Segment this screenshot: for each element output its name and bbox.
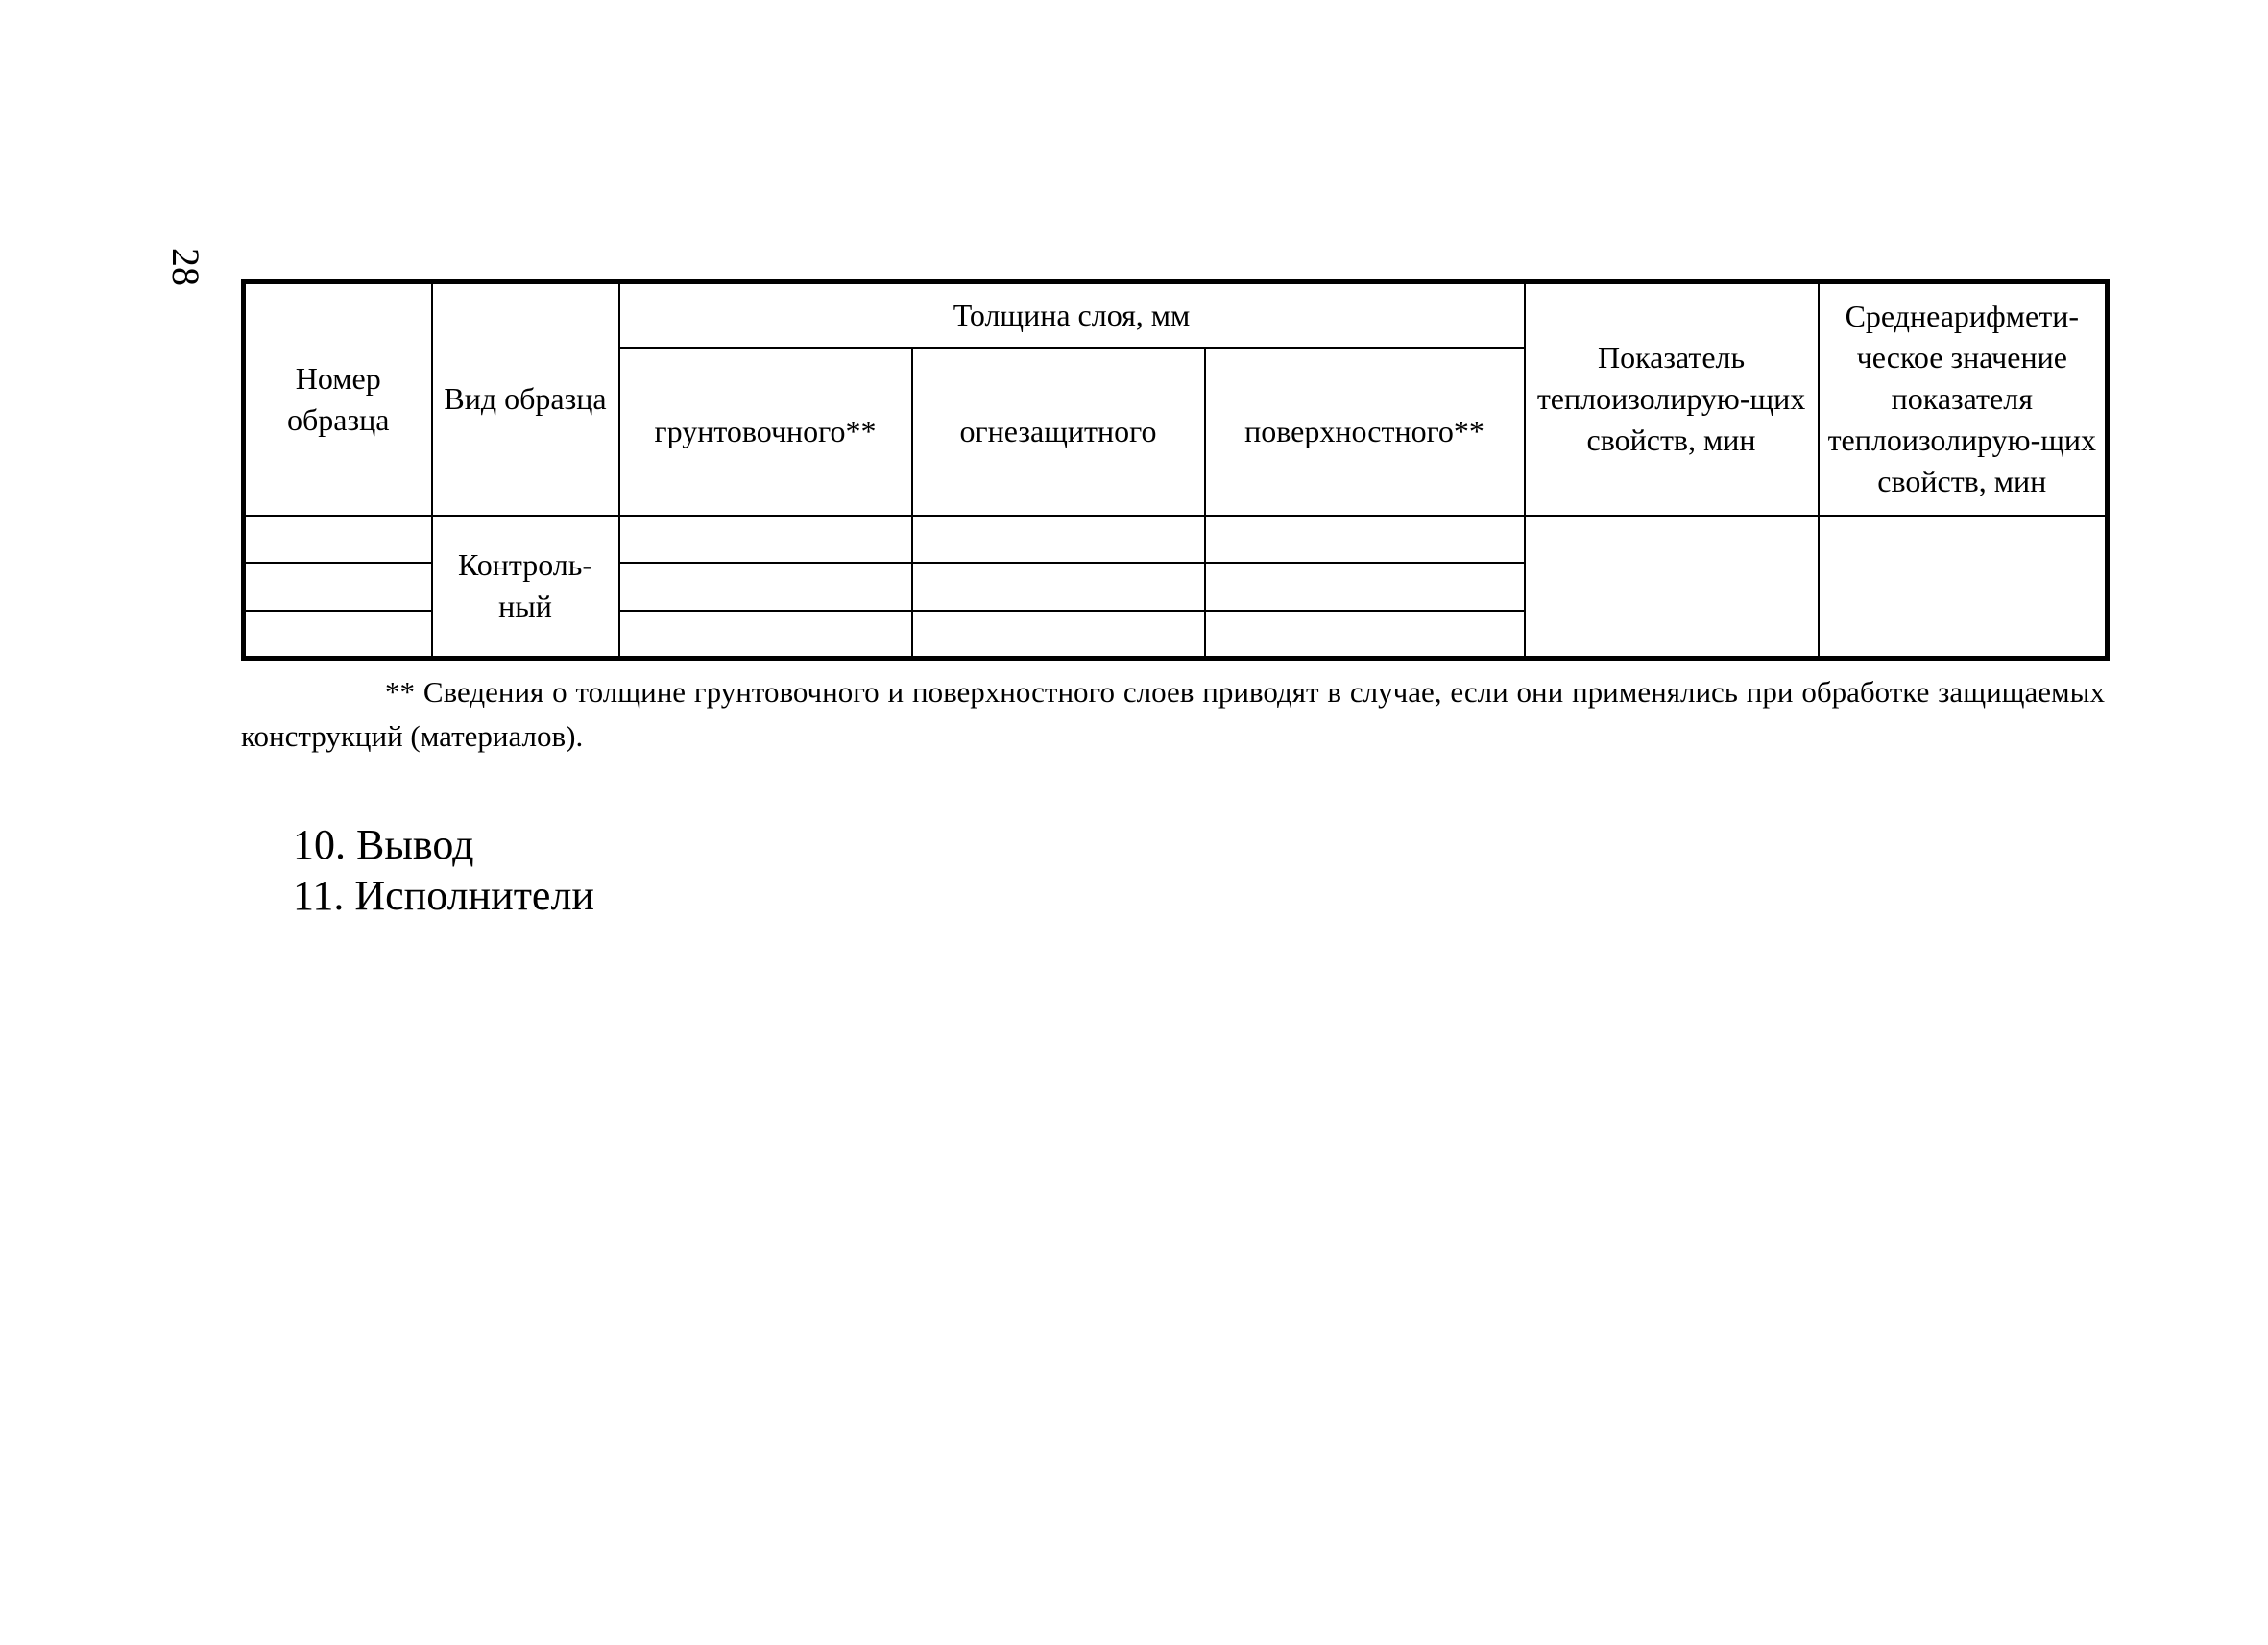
cell-surface (1205, 563, 1525, 611)
results-table (241, 279, 2110, 661)
cell-sample-number (244, 516, 432, 563)
cell-sample-number (244, 611, 432, 659)
table-footnote: ** Сведения о толщине грунтовочного и поверхностного слоев приводят в случае, если они применялись при обработке защищаемых конструкций (материалов). (241, 675, 2105, 753)
cell-mean-insulation-index (1819, 516, 2108, 659)
cell-primer (619, 611, 912, 659)
cell-primer (619, 563, 912, 611)
cell-surface (1205, 516, 1525, 563)
cell-insulation-index (1525, 516, 1819, 659)
cell-fire-protective (912, 516, 1205, 563)
header-layer-thickness: Толщина слоя, мм (619, 282, 1525, 348)
header-mean-insulation-index: Среднеарифмети-ческое значение показателя теплоизолирую-щих свойств, мин (1819, 282, 2108, 516)
cell-sample-type: Контроль-ный (432, 516, 619, 659)
cell-surface (1205, 611, 1525, 659)
header-sample-number: Номер образца (244, 282, 432, 516)
cell-primer (619, 516, 912, 563)
cell-fire-protective (912, 563, 1205, 611)
header-primer-layer: грунтовочного** (619, 348, 912, 516)
header-sample-type: Вид образца (432, 282, 619, 516)
cell-fire-protective (912, 611, 1205, 659)
header-fire-protective-layer: огнезащитного (912, 348, 1205, 516)
cell-sample-number (244, 563, 432, 611)
section-executors: 11. Исполнители (293, 872, 594, 919)
header-insulation-index: Показатель теплоизолирую-щих свойств, мин (1525, 282, 1819, 516)
header-surface-layer: поверхностного** (1205, 348, 1525, 516)
header-row-1 (244, 282, 2108, 348)
table-row (244, 516, 2108, 563)
section-conclusion: 10. Вывод (293, 821, 474, 868)
page-number: 28 (164, 248, 207, 286)
